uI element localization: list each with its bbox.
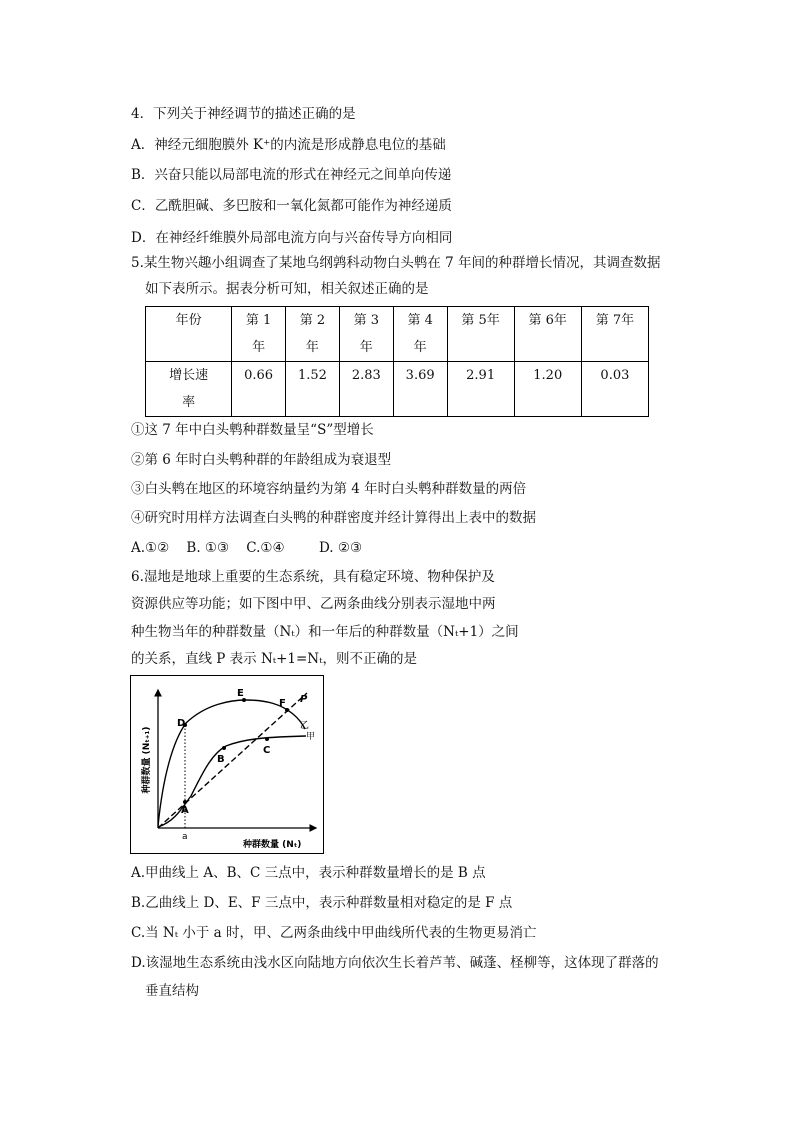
population-curve-svg: [131, 676, 323, 853]
table-header-row: [146, 307, 649, 362]
table-row: [146, 362, 649, 417]
q4-option-d: D．在神经纤维膜外局部电流方向与兴奋传导方向相同: [131, 230, 453, 246]
table-cell: 0.66: [232, 362, 286, 417]
q5-stem-line1: 5.某生物兴趣小组调查了某地乌纲鹑科动物白头鹎在 7 年间的种群增长情况，其调查数据: [131, 255, 661, 271]
table-cell: 第 4 年: [393, 307, 447, 362]
q4-option-a: A．神经元细胞膜外 K⁺的内流是形成静息电位的基础: [131, 137, 446, 153]
q5-statement-4: ④研究时用样方法调查白头鸭的种群密度并经计算得出上表中的数据: [131, 510, 536, 526]
q6-stem-line3: 种生物当年的种群数量（Nₜ）和一年后的种群数量（Nₜ+1）之间: [131, 624, 519, 640]
label-e-point: E: [237, 688, 244, 699]
table-cell: 1.52: [286, 362, 340, 417]
q5-statement-3: ③白头鹎在地区的环境容纳量约为第 4 年时白头鹎种群数量的两倍: [131, 481, 527, 497]
q5-statement-2: ②第 6 年时白头鹎种群的年龄组成为衰退型: [131, 452, 392, 468]
point-c: [265, 737, 269, 741]
table-cell: 2.83: [339, 362, 393, 417]
q6-option-d: D.该湿地生态系统由浅水区向陆地方向依次生长着芦苇、碱蓬、柽柳等，这体现了群落的: [131, 955, 659, 971]
table-cell: 2.91: [447, 362, 514, 417]
label-curve-jia: 甲: [306, 732, 316, 742]
q4-stem: 4．下列关于神经调节的描述正确的是: [131, 106, 356, 122]
x-axis-label: 种群数量 (Nₜ): [243, 840, 302, 850]
label-f-point: F: [279, 698, 286, 709]
point-b: [222, 746, 226, 750]
label-a-point: A: [181, 805, 189, 816]
q5-choices: A.①② B. ①③ C.①④ D. ②③: [131, 540, 363, 556]
q6-stem-line4: 的关系，直线 P 表示 Nₜ+1=Nₜ，则不正确的是: [131, 651, 417, 667]
q5-statement-1: ①这 7 年中白头鹎种群数量呈“S”型增长: [131, 422, 374, 438]
q6-option-b: B.乙曲线上 D、E、F 三点中，表示种群数量相对稳定的是 F 点: [131, 895, 513, 911]
label-curve-yi: 乙: [300, 721, 310, 731]
table-cell: 1.20: [514, 362, 581, 417]
label-a-axis: a: [182, 832, 188, 842]
q6-option-c: C.当 Nₜ 小于 a 时，甲、乙两条曲线中甲曲线所代表的生物更易消亡: [131, 925, 537, 941]
population-curve-figure: [130, 675, 324, 854]
q5-stem-line2: 如下表所示。据表分析可知，相关叙述正确的是: [145, 281, 429, 297]
table-cell: 第 7年: [581, 307, 648, 362]
y-axis-label: 种群数量 (Nₜ₊₁): [142, 726, 152, 794]
point-a: [183, 800, 187, 804]
table-cell: 增长速 率: [146, 362, 232, 417]
q4-option-c: C．乙酰胆碱、多巴胺和一氧化氮都可能作为神经递质: [131, 198, 452, 214]
q4-option-b: B．兴奋只能以局部电流的形式在神经元之间单向传递: [131, 167, 452, 183]
table-cell: 年份: [146, 307, 232, 362]
q6-stem-line2: 资源供应等功能；如下图中甲、乙两条曲线分别表示湿地中两: [131, 596, 496, 612]
q6-option-a: A.甲曲线上 A、B、C 三点中，表示种群数量增长的是 B 点: [131, 865, 486, 881]
table-cell: 第 6年: [514, 307, 581, 362]
q6-stem-line1: 6.湿地是地球上重要的生态系统，具有稳定环境、物种保护及: [131, 569, 495, 585]
growth-rate-table: [145, 306, 649, 417]
label-b-point: B: [217, 754, 225, 765]
label-c-point: C: [263, 745, 271, 756]
table-cell: 第 5年: [447, 307, 514, 362]
q6-option-d-cont: 垂直结构: [145, 983, 199, 999]
table-cell: 第 1 年: [232, 307, 286, 362]
label-d-point: D: [177, 718, 186, 729]
table-cell: 3.69: [393, 362, 447, 417]
table-cell: 0.03: [581, 362, 648, 417]
label-line-p: P: [300, 694, 308, 705]
table-cell: 第 2 年: [286, 307, 340, 362]
table-cell: 第 3 年: [339, 307, 393, 362]
